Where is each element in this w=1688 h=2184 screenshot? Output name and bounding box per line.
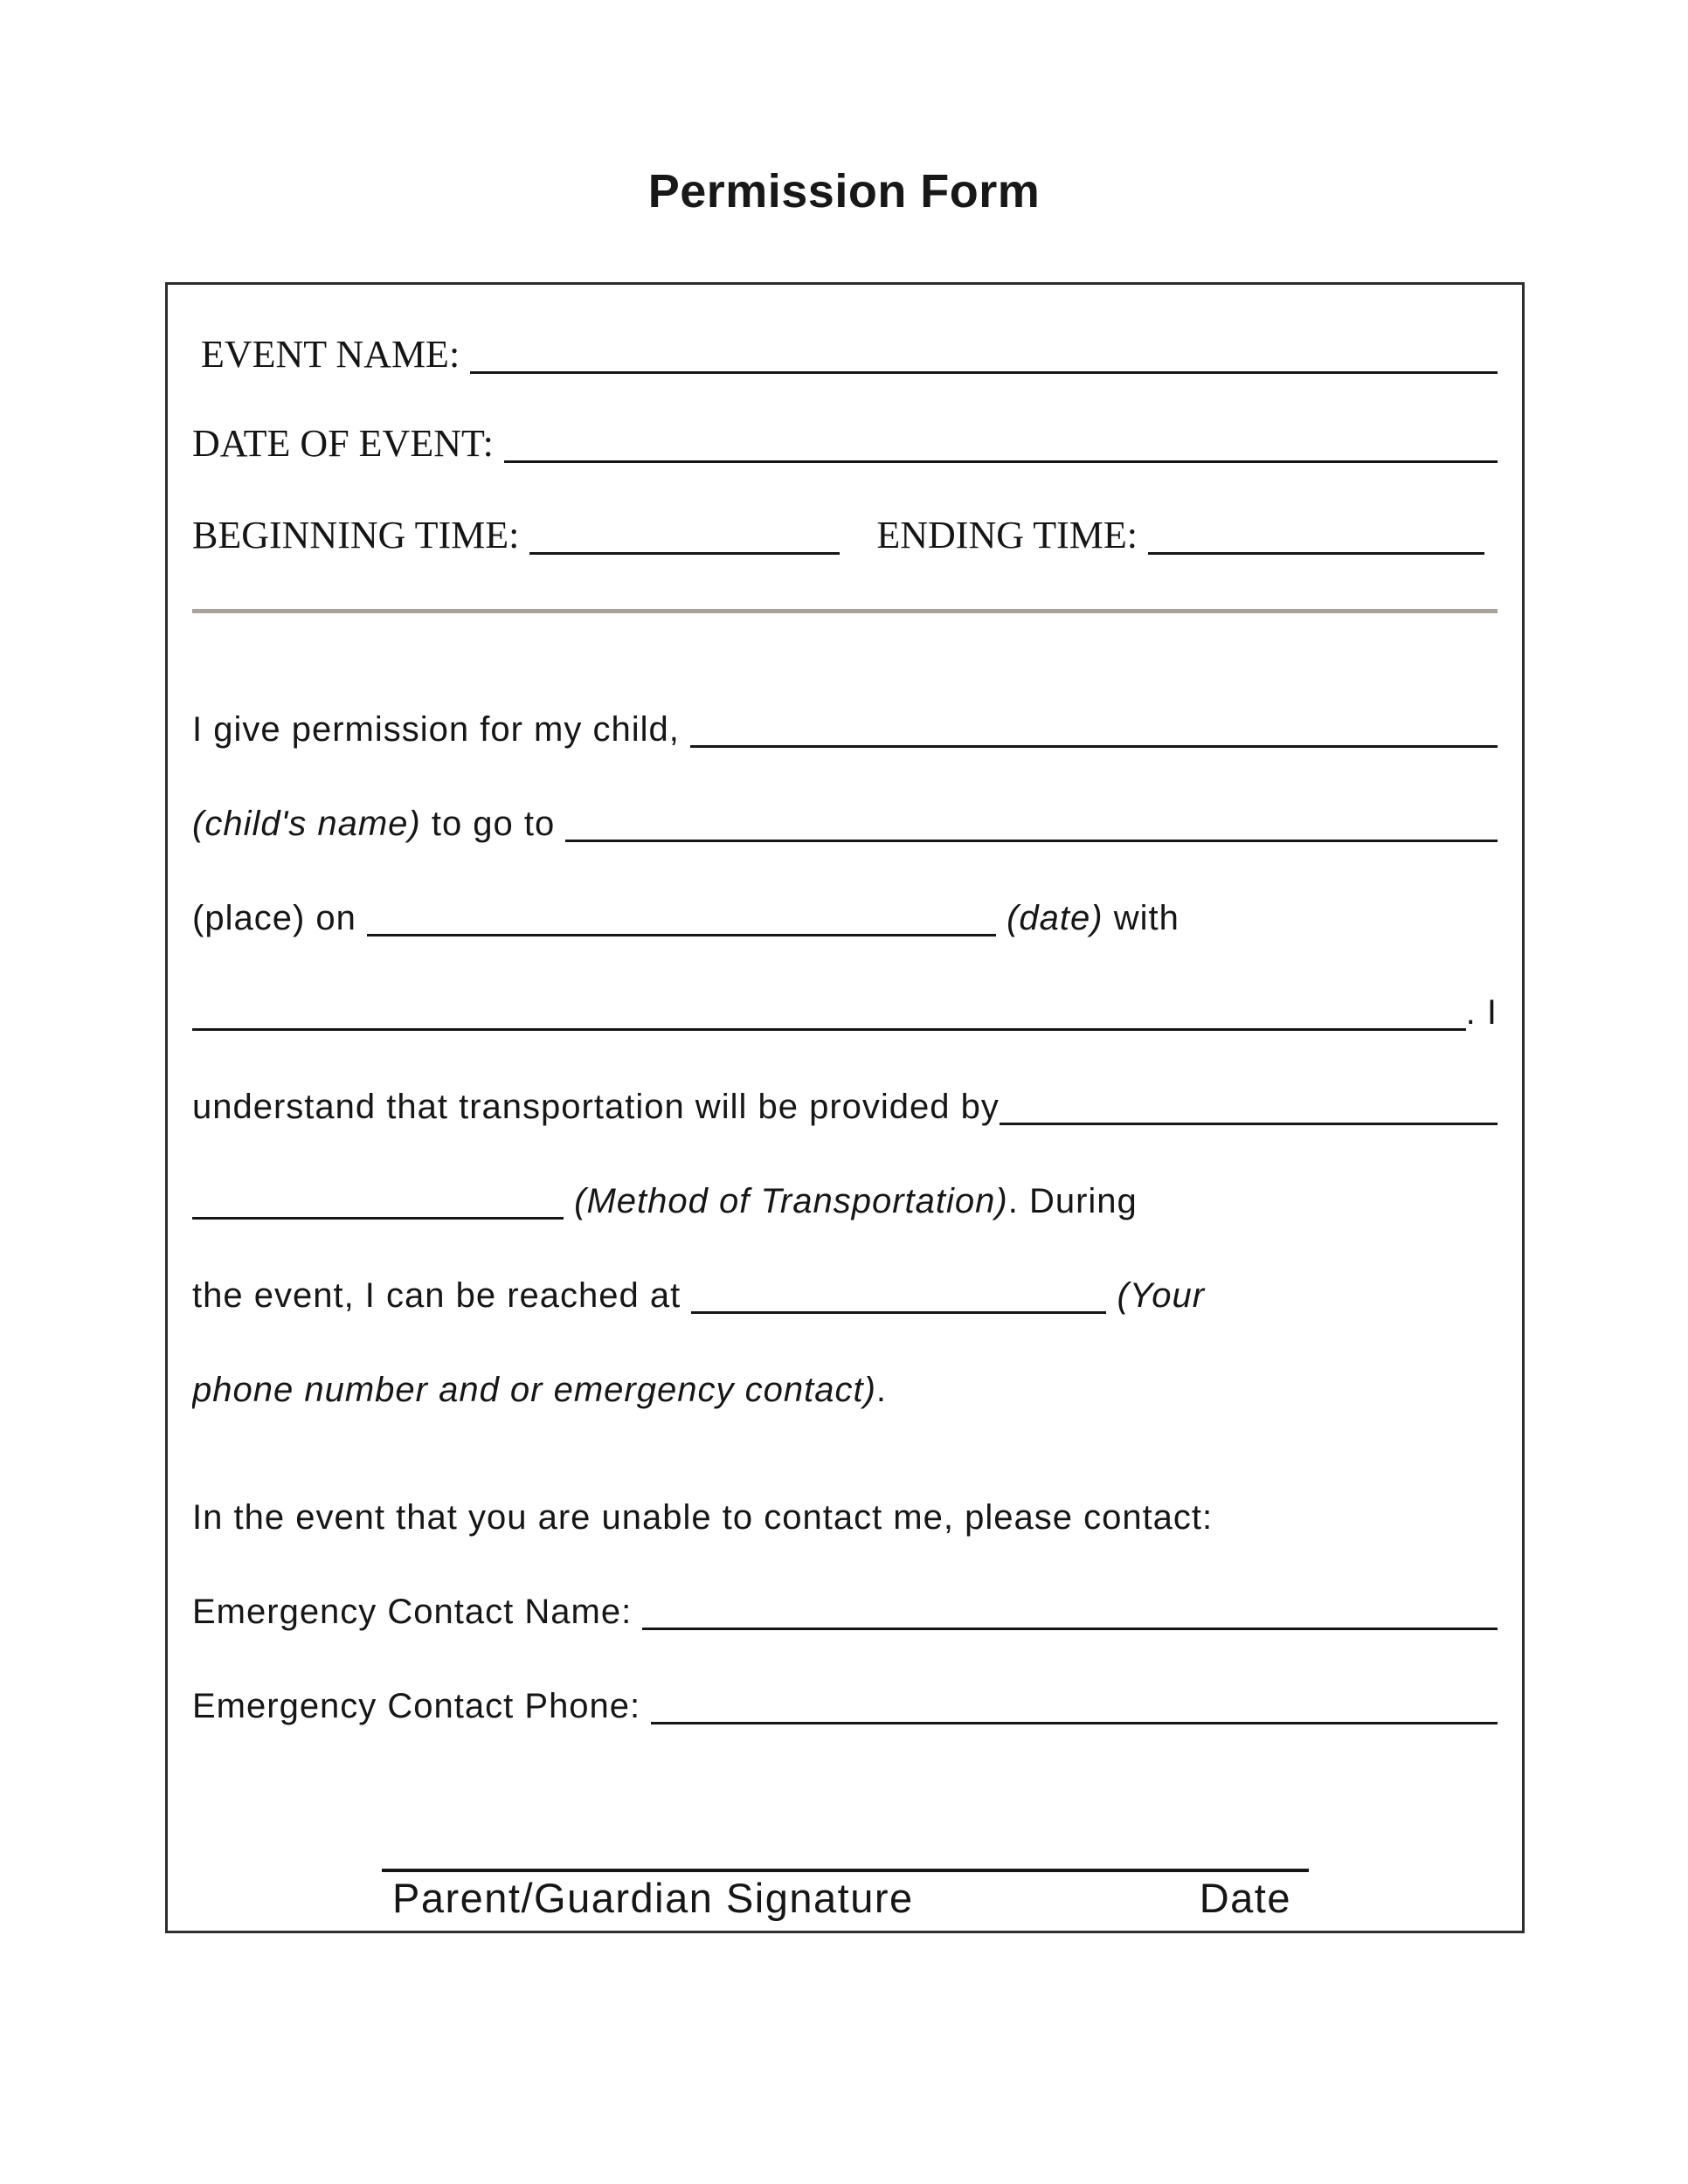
text-segment: (date) — [1007, 899, 1103, 937]
text-segment: (Your — [1117, 1276, 1206, 1315]
text-segment: (Method of Transportation) — [574, 1182, 1008, 1220]
blank-line — [192, 1002, 1466, 1031]
blank-line — [1000, 1096, 1498, 1125]
signature-block — [382, 1869, 1309, 1923]
permission-statement — [192, 682, 1498, 1753]
signature-label: Parent/Guardian Signature — [392, 1875, 914, 1921]
text-segment: In the event that you are unable to contact me, please contact: — [192, 1498, 1214, 1537]
text-segment: I give permission for my child, — [192, 710, 690, 749]
blank-line — [642, 1601, 1498, 1630]
form-line — [192, 682, 1498, 777]
text-segment — [996, 871, 1007, 965]
form-line — [192, 871, 1498, 965]
ending-time-blank-line — [1148, 526, 1484, 555]
ending-time-label: ENDING TIME: — [876, 514, 1138, 556]
text-segment: Emergency Contact Name: — [192, 1593, 643, 1631]
text-segment: (place) on — [192, 899, 367, 937]
form-box — [165, 282, 1525, 1933]
event-name-row — [192, 333, 1498, 377]
blank-line — [690, 719, 1498, 748]
blank-line — [691, 1285, 1106, 1314]
blank-line — [565, 813, 1498, 842]
form-line — [192, 1470, 1498, 1565]
text-segment: Emergency Contact Phone: — [192, 1687, 652, 1725]
blank-line — [367, 908, 996, 936]
form-line — [192, 1343, 1498, 1437]
text-segment: . During — [1007, 1182, 1138, 1220]
text-segment: understand that transportation will be provided by — [192, 1088, 1000, 1126]
text-segment: (child's name) — [192, 805, 421, 843]
text-segment: . I — [1465, 993, 1498, 1032]
form-line — [192, 1060, 1498, 1154]
text-segment — [1106, 1248, 1117, 1343]
event-name-blank-line — [470, 345, 1498, 374]
text-segment: phone number and or emergency contact) — [192, 1371, 876, 1409]
form-line — [192, 1154, 1498, 1248]
text-segment: . — [875, 1371, 888, 1409]
form-line — [192, 965, 1498, 1060]
event-date-label: DATE OF EVENT: — [192, 422, 494, 465]
event-date-row — [192, 422, 1498, 466]
event-name-label: EVENT NAME: — [201, 333, 460, 376]
form-line — [192, 1659, 1498, 1753]
beginning-time-label: BEGINNING TIME: — [192, 514, 520, 556]
text-segment — [564, 1154, 574, 1248]
times-row — [192, 514, 1498, 557]
form-inner — [168, 285, 1522, 1923]
blank-line — [192, 1191, 564, 1220]
blank-line — [651, 1696, 1498, 1724]
section-divider — [192, 609, 1498, 613]
beginning-time-blank-line — [529, 526, 840, 555]
form-line — [192, 1565, 1498, 1659]
text-segment: the event, I can be reached at — [192, 1276, 692, 1315]
text-segment: with — [1103, 899, 1180, 937]
page-title: Permission Form — [647, 165, 1041, 218]
signature-date-label: Date — [1199, 1875, 1291, 1921]
text-segment: to go to — [420, 805, 566, 843]
form-line — [192, 1248, 1498, 1343]
form-line — [192, 777, 1498, 871]
event-date-blank-line — [504, 434, 1498, 463]
